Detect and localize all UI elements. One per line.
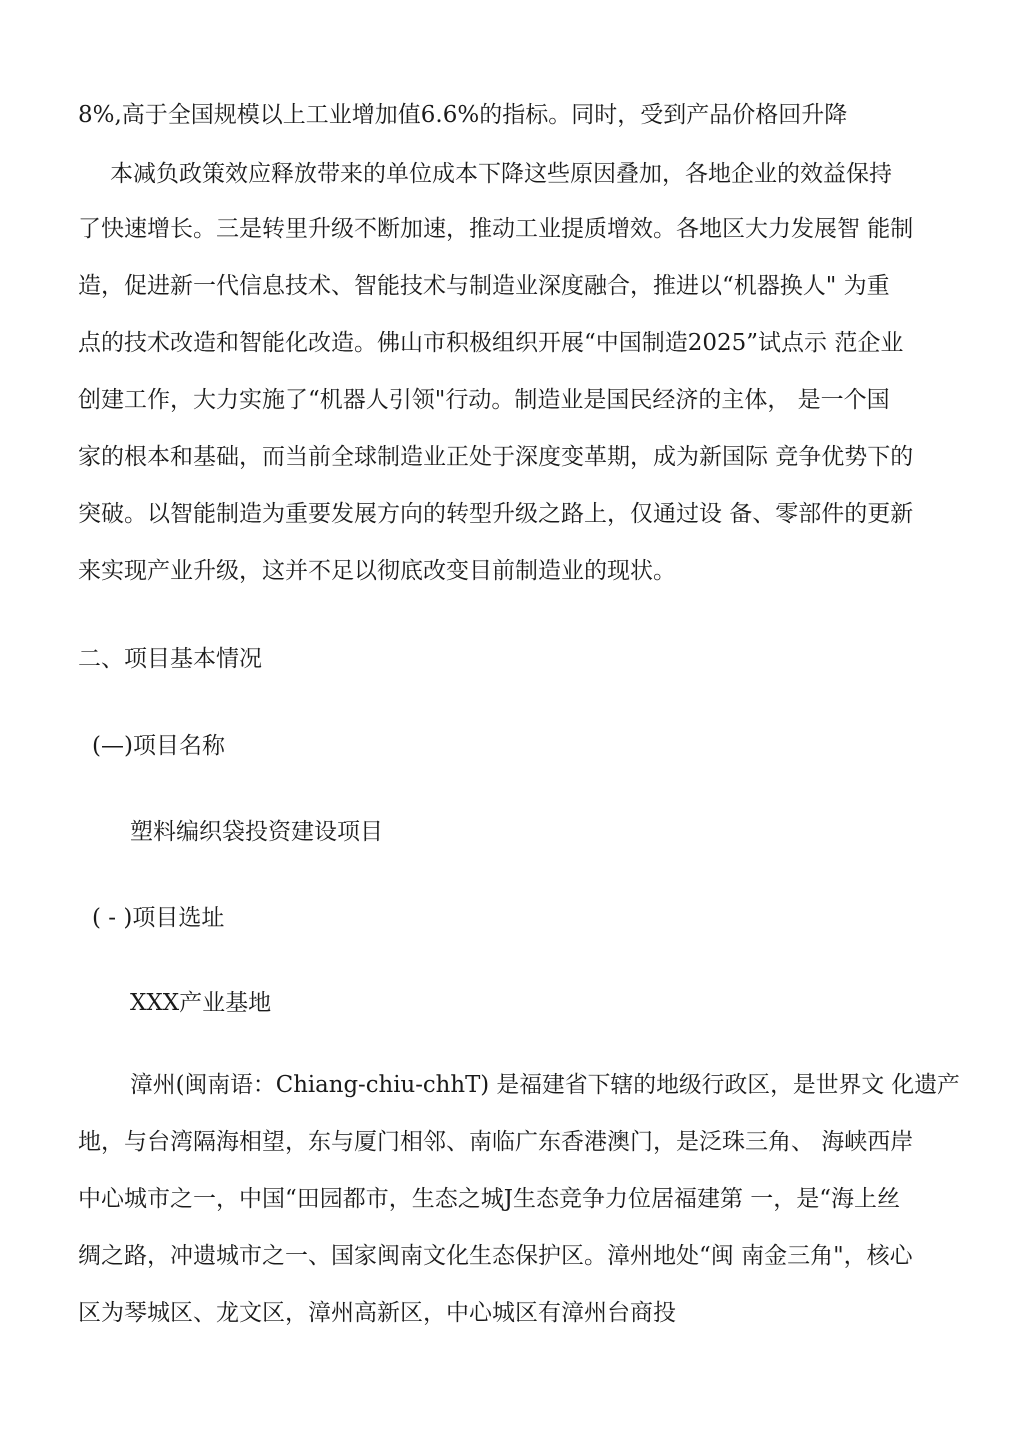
paragraph-line: 突破。以智能制造为重要发展方向的转型升级之路上，仅通过设 备、零部件的更新: [78, 501, 914, 527]
paragraph-line: 本减负政策效应释放带来的单位成本下降这些原因叠加，各地企业的效益保持: [110, 161, 892, 187]
project-location: XXX产业基地: [130, 990, 272, 1016]
paragraph-line: 家的根本和基础，而当前全球制造业正处于深度变革期，成为新国际 竞争优势下的: [78, 444, 914, 470]
paragraph-line: 了快速增长。三是转里升级不断加速，推动工业提质增效。各地区大力发展智 能制: [78, 216, 914, 242]
paragraph-line: 来实现产业升级，这并不足以彻底改变目前制造业的现状。: [78, 558, 676, 584]
subsection-title-name: (—)项目名称: [92, 733, 225, 759]
section-title: 二、项目基本情况: [78, 646, 262, 672]
paragraph-line: 创建工作，大力实施了“机器人引领"行动。制造业是国民经济的主体， 是一个国: [78, 387, 890, 413]
paragraph-line: 中心城市之一，中国“田园都市，生态之城J生态竞争力位居福建第 一，是“海上丝: [78, 1186, 901, 1212]
paragraph-line: 地，与台湾隔海相望，东与厦门相邻、南临广东香港澳门，是泛珠三角、 海峡西岸: [78, 1129, 914, 1155]
subsection-title-location: ( - )项目选址: [92, 905, 225, 931]
paragraph-line: 绸之路，冲遗城市之一、国家闽南文化生态保护区。漳州地处“闽 南金三角"，核心: [78, 1243, 913, 1269]
paragraph-line: 点的技术改造和智能化改造。佛山市积极组织开展“中国制造2025”试点示 范企业: [78, 330, 904, 356]
paragraph-line: 造，促进新一代信息技术、智能技术与制造业深度融合，推进以“机器换人" 为重: [78, 273, 890, 299]
project-name: 塑料编织袋投资建设项目: [130, 819, 383, 845]
paragraph-line: 区为琴城区、龙文区，漳州高新区，中心城区有漳州台商投: [78, 1300, 676, 1326]
paragraph-line: 漳州(闽南语：Chiang-chiu-chhT) 是福建省下辖的地级行政区，是世界文 化遗产: [130, 1072, 960, 1098]
paragraph-line: 8%,高于全国规模以上工业增加值6.6%的指标。同时，受到产品价格回升降: [78, 102, 848, 128]
